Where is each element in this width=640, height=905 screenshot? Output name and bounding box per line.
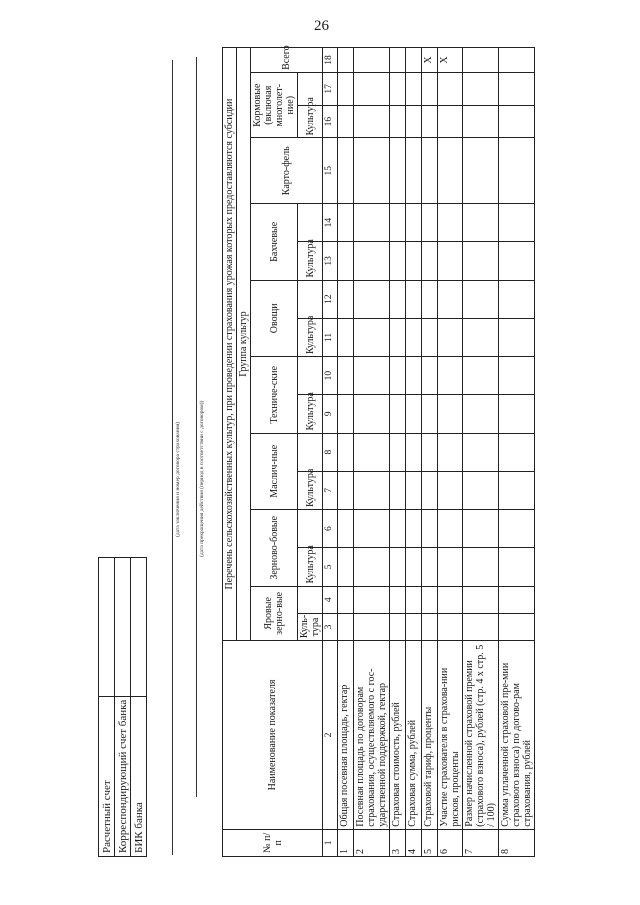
total-cell: X	[438, 48, 463, 73]
value-cell	[499, 280, 535, 318]
bank-row	[99, 558, 115, 857]
value-cell	[463, 357, 499, 395]
column-number: 18	[323, 48, 338, 73]
column-number: 15	[323, 138, 338, 204]
value-cell	[463, 105, 499, 138]
crop-sub-header: Культура	[298, 471, 323, 509]
value-cell	[338, 471, 354, 509]
value-cell	[406, 471, 422, 509]
value-cell	[499, 586, 535, 613]
value-cell	[463, 72, 499, 105]
value-cell	[422, 204, 438, 242]
value-cell	[499, 72, 535, 105]
crop-sub-blank	[298, 433, 323, 471]
value-cell	[390, 548, 406, 586]
value-cell	[354, 72, 390, 105]
value-cell	[499, 510, 535, 548]
column-number: 10	[323, 357, 338, 395]
value-cell	[422, 280, 438, 318]
column-number: 13	[323, 242, 338, 280]
value-cell	[390, 138, 406, 204]
table-row	[338, 48, 354, 857]
value-cell	[406, 105, 422, 138]
bank-value	[115, 558, 131, 697]
value-cell	[463, 433, 499, 471]
value-cell	[463, 395, 499, 433]
row-indicator-name: Страховая стоимость, рублей	[390, 641, 406, 830]
column-number: 1	[323, 829, 338, 856]
table-row	[438, 48, 463, 857]
value-cell	[422, 72, 438, 105]
table-row	[463, 48, 499, 857]
crop-sub-header: Культура	[298, 395, 323, 433]
value-cell	[438, 433, 463, 471]
column-number: 11	[323, 318, 338, 356]
value-cell	[438, 586, 463, 613]
value-cell	[463, 586, 499, 613]
row-number: 3	[390, 829, 406, 856]
bank-label: Корреспондирующий счет банка	[115, 696, 131, 856]
value-cell	[422, 105, 438, 138]
value-cell	[463, 548, 499, 586]
value-cell	[390, 242, 406, 280]
column-number: 2	[323, 641, 338, 830]
group-name: Зерново-бовые	[251, 510, 298, 587]
value-cell	[338, 72, 354, 105]
row-indicator-name: Участие страхователя в страхова-нии рисков, проценты	[438, 641, 463, 830]
period-caption: (дата прекращения действия (период в соответствии с договором))	[199, 400, 205, 557]
column-number: 7	[323, 471, 338, 509]
value-cell	[438, 105, 463, 138]
bank-row	[131, 558, 147, 857]
value-cell	[354, 471, 390, 509]
crop-sub-blank	[298, 280, 323, 318]
subsidy-table	[222, 47, 535, 857]
column-number: 9	[323, 395, 338, 433]
crop-sub-blank	[298, 357, 323, 395]
value-cell	[406, 613, 422, 640]
group-name: Техниче-ские	[251, 357, 298, 434]
value-cell	[338, 318, 354, 356]
value-cell	[422, 357, 438, 395]
col-name-header: Наименование показателя	[223, 641, 323, 830]
value-cell	[354, 510, 390, 548]
value-cell	[354, 204, 390, 242]
table-row	[422, 48, 438, 857]
column-number: 17	[323, 72, 338, 105]
value-cell	[422, 548, 438, 586]
contract-line	[172, 60, 173, 855]
contract-caption: (дата заключения и номер договора страхования)	[175, 422, 181, 537]
value-cell	[338, 280, 354, 318]
value-cell	[354, 433, 390, 471]
value-cell	[463, 138, 499, 204]
column-number: 5	[323, 548, 338, 586]
crops-header: Перечень сельскохозяйственных культур, при проведении страхования урожая которых предоставляются субсидии	[223, 48, 237, 641]
value-cell	[390, 72, 406, 105]
value-cell	[499, 357, 535, 395]
bank-label: БИК банка	[131, 696, 147, 856]
value-cell	[438, 204, 463, 242]
value-cell	[499, 138, 535, 204]
value-cell	[338, 586, 354, 613]
value-cell	[338, 105, 354, 138]
column-number: 8	[323, 433, 338, 471]
value-cell	[422, 433, 438, 471]
row-number: 4	[406, 829, 422, 856]
value-cell	[390, 280, 406, 318]
row-indicator-name: Страховая сумма, рублей	[406, 641, 422, 830]
table-row	[390, 48, 406, 857]
row-indicator-name: Страховой тариф, проценты	[422, 641, 438, 830]
value-cell	[422, 613, 438, 640]
value-cell	[406, 318, 422, 356]
value-cell	[438, 510, 463, 548]
group-name: Яровые зерно-вые	[251, 586, 298, 641]
value-cell	[422, 586, 438, 613]
group-name: Овощи	[251, 280, 298, 357]
value-cell	[354, 280, 390, 318]
value-cell	[406, 395, 422, 433]
value-cell	[354, 548, 390, 586]
value-cell	[499, 204, 535, 242]
value-cell	[499, 613, 535, 640]
value-cell	[438, 72, 463, 105]
total-cell	[338, 48, 354, 73]
value-cell	[422, 471, 438, 509]
value-cell	[338, 510, 354, 548]
value-cell	[422, 242, 438, 280]
value-cell	[422, 318, 438, 356]
bank-value	[99, 558, 115, 697]
value-cell	[438, 548, 463, 586]
table-row	[406, 48, 422, 857]
value-cell	[463, 613, 499, 640]
crop-sub-header: Куль-тура	[298, 613, 323, 640]
column-number: 4	[323, 586, 338, 613]
row-indicator-name: Посевная площадь по договорам страхования, осуществляемого с гос-ударственной поддержкой, гектар	[354, 641, 390, 830]
value-cell	[499, 105, 535, 138]
value-cell	[390, 510, 406, 548]
value-cell	[499, 318, 535, 356]
value-cell	[463, 204, 499, 242]
crop-sub-header: Культура	[298, 548, 323, 586]
value-cell	[406, 204, 422, 242]
value-cell	[354, 586, 390, 613]
value-cell	[338, 433, 354, 471]
total-cell	[390, 48, 406, 73]
value-cell	[438, 357, 463, 395]
column-number: 12	[323, 280, 338, 318]
value-cell	[499, 548, 535, 586]
value-cell	[406, 510, 422, 548]
table-row	[354, 48, 390, 857]
value-cell	[338, 613, 354, 640]
total-cell	[354, 48, 390, 73]
page-number: 26	[314, 18, 329, 34]
group-name: Кормовые (включая многолет-ние)	[251, 72, 298, 138]
value-cell	[406, 548, 422, 586]
value-cell	[463, 318, 499, 356]
row-number: 7	[463, 829, 499, 856]
value-cell	[338, 395, 354, 433]
value-cell	[422, 138, 438, 204]
value-cell	[406, 586, 422, 613]
value-cell	[354, 357, 390, 395]
value-cell	[406, 357, 422, 395]
bank-row	[115, 558, 131, 857]
value-cell	[438, 138, 463, 204]
value-cell	[390, 105, 406, 138]
value-cell	[406, 280, 422, 318]
table-row	[499, 48, 535, 857]
group-name: Маслич-ные	[251, 433, 298, 510]
value-cell	[390, 318, 406, 356]
value-cell	[499, 395, 535, 433]
rotated-form	[98, 47, 638, 857]
total-cell	[406, 48, 422, 73]
row-number: 2	[354, 829, 390, 856]
value-cell	[499, 242, 535, 280]
value-cell	[438, 318, 463, 356]
value-cell	[390, 471, 406, 509]
group-name: Бахчевые	[251, 204, 298, 281]
bank-details-table	[98, 557, 147, 857]
column-number: 3	[323, 613, 338, 640]
value-cell	[438, 613, 463, 640]
row-indicator-name: Сумма уплаченной страховой пре-мии страхового взноса) по догово-рам страхования, рублей	[499, 641, 535, 830]
crop-sub-header: Культура	[298, 242, 323, 280]
value-cell	[463, 510, 499, 548]
value-cell	[354, 395, 390, 433]
value-cell	[390, 204, 406, 242]
total-header: Всего	[251, 48, 323, 73]
crop-sub-header: Культура	[298, 105, 323, 138]
value-cell	[499, 433, 535, 471]
value-cell	[390, 357, 406, 395]
value-cell	[354, 105, 390, 138]
value-cell	[438, 280, 463, 318]
group-header: Группа культур	[237, 48, 251, 641]
crop-sub-blank	[298, 204, 323, 242]
row-indicator-name: Размер начисленной страховой премии (страхового взноса), рублей (стр. 4 x стр. 5 / 100)	[463, 641, 499, 830]
column-number: 14	[323, 204, 338, 242]
crop-sub-header: Культура	[298, 318, 323, 356]
row-number: 5	[422, 829, 438, 856]
value-cell	[390, 613, 406, 640]
total-cell	[463, 48, 499, 73]
value-cell	[406, 242, 422, 280]
value-cell	[438, 471, 463, 509]
value-cell	[354, 613, 390, 640]
row-number: 6	[438, 829, 463, 856]
value-cell	[422, 510, 438, 548]
bank-label: Расчетный счет	[99, 696, 115, 856]
column-number: 6	[323, 510, 338, 548]
value-cell	[354, 138, 390, 204]
value-cell	[338, 548, 354, 586]
value-cell	[390, 433, 406, 471]
row-number: 1	[338, 829, 354, 856]
value-cell	[438, 242, 463, 280]
value-cell	[338, 357, 354, 395]
total-cell: X	[422, 48, 438, 73]
row-number: 8	[499, 829, 535, 856]
value-cell	[390, 586, 406, 613]
value-cell	[406, 138, 422, 204]
total-cell	[499, 48, 535, 73]
column-numbers-row	[323, 48, 338, 857]
period-line	[196, 57, 197, 797]
value-cell	[499, 471, 535, 509]
value-cell	[406, 433, 422, 471]
value-cell	[422, 395, 438, 433]
column-number: 16	[323, 105, 338, 138]
value-cell	[338, 204, 354, 242]
value-cell	[463, 280, 499, 318]
value-cell	[354, 242, 390, 280]
value-cell	[354, 318, 390, 356]
row-indicator-name: Общая посевная площадь, гектар	[338, 641, 354, 830]
value-cell	[463, 471, 499, 509]
value-cell	[338, 242, 354, 280]
group-name: Карто-фель	[251, 138, 323, 204]
value-cell	[438, 395, 463, 433]
value-cell	[406, 72, 422, 105]
value-cell	[390, 395, 406, 433]
crop-sub-blank	[298, 510, 323, 548]
col-number-header: № п/п	[223, 829, 323, 856]
value-cell	[338, 138, 354, 204]
crop-sub-blank	[298, 586, 323, 613]
value-cell	[463, 242, 499, 280]
bank-value	[131, 558, 147, 697]
